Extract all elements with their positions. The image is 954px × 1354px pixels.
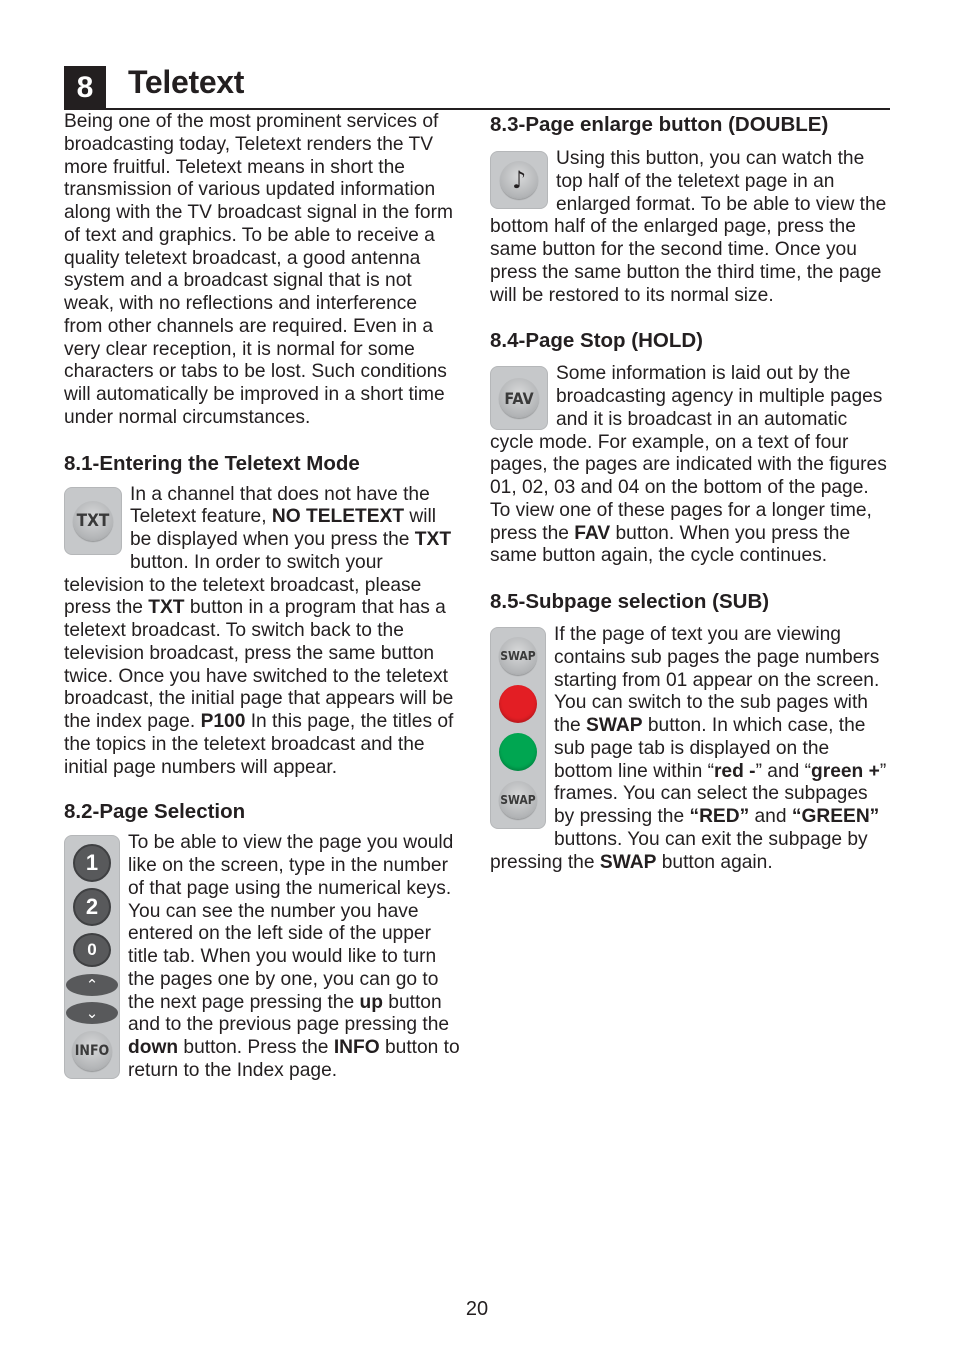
txt-icon-panel bbox=[64, 487, 122, 555]
swap-button-icon: SWAP bbox=[499, 781, 537, 819]
chevron-up-icon: ⌃ bbox=[66, 974, 118, 996]
left-column bbox=[64, 111, 460, 1083]
intro-paragraph: Being one of the most prominent services of broadcasting today, Teletext renders the TV more fruitful. Teletext means in short the transmission of various updated information along with the TV broadcast signal in the form of text and graphics. To be able to receive a quality teletext broadcast, a good antenna system and a broadcast signal that is not weak, with no reflections and interference from other channels are required. Even in a very clear reception, it is normal for some characters or tabs to be lost. Such conditions will automatically be improved in a short time under normal circumstances. bbox=[64, 111, 453, 428]
green-button-icon bbox=[499, 733, 537, 771]
numeric-keys-panel bbox=[64, 835, 120, 1079]
key-0-icon: 0 bbox=[73, 933, 111, 967]
section-8-3-text: Using this button, you can watch the top half of the teletext page in an enlarged format. To be able to view the bottom half of the enlarged page, press the same button for the second time. Once you press the same button the third time, the page will be restored to its normal size. bbox=[490, 148, 887, 306]
chapter-number: 8 bbox=[64, 66, 106, 108]
section-8-4-text: Some information is laid out by the broadcasting agency in multiple pages and it is broadcast in an automatic cycle mode. For example, on a text of four pages, the pages are indicated with the figures 01, 02, 03 and 04 on the bottom of the page. To view one of these pages for a longer time, press the FAV button. When you press the same button again, the cycle continues. bbox=[490, 363, 887, 567]
section-8-4-body bbox=[490, 363, 890, 568]
right-column bbox=[490, 111, 890, 874]
section-8-1-heading: 8.1-Entering the Teletext Mode bbox=[64, 451, 360, 475]
section-8-5-text: If the page of text you are viewing contains sub pages the page numbers starting from 01 appear on the screen. You can switch to the sub pages with the SWAP button. In which case, the sub page tab is displayed on the bottom line within “red -” and “green +” frames. You can select the subpages by pressing the “RED” and “GREEN” buttons. You can exit the subpage by pressing the SWAP button again. bbox=[490, 624, 887, 873]
section-8-3-body bbox=[490, 148, 890, 307]
chapter-header bbox=[64, 62, 890, 110]
section-8-2-text: To be able to view the page you would like on the screen, type in the number of that page using the numerical keys. You can see the number you have entered on the left side of the upper title tab. When you would like to turn the pages one by one, you can go to the next page pressing the up button and to the previous page pressing the down button. Press the INFO button to return to the Index page. bbox=[128, 832, 460, 1081]
fav-icon-panel bbox=[490, 366, 548, 430]
section-8-3-heading: 8.3-Page enlarge button (DOUBLE) bbox=[490, 113, 829, 136]
subpage-keys-panel bbox=[490, 627, 546, 829]
swap-button-icon: SWAP bbox=[499, 637, 537, 675]
key-2-icon: 2 bbox=[73, 888, 111, 926]
section-8-1-text: In a channel that does not have the Teletext feature, NO TELETEXT will be displayed when you press the TXT button. In order to switch your television to the teletext broadcast, please press the TXT button in a program that has a teletext broadcast. To switch back to the television broadcast, press the same button twice. Once you have switched to the teletext broadcast, the initial page that appears will be the index page. P100 In this page, the titles of the topics in the teletext broadcast and the initial page numbers will appear. bbox=[64, 483, 454, 778]
info-button-icon: INFO bbox=[72, 1031, 112, 1071]
double-icon-panel bbox=[490, 151, 548, 209]
section-8-2-body bbox=[64, 832, 460, 1082]
page-number: 20 bbox=[465, 1298, 489, 1320]
section-8-4-heading: 8.4-Page Stop (HOLD) bbox=[490, 329, 703, 353]
section-8-2-heading: 8.2-Page Selection bbox=[64, 800, 246, 824]
txt-button-icon: TXT bbox=[73, 501, 113, 541]
red-button-icon bbox=[499, 685, 537, 723]
fav-button-icon: FAV bbox=[499, 378, 539, 418]
section-8-5-body bbox=[490, 624, 890, 874]
section-8-5-heading: 8.5-Subpage selection (SUB) bbox=[490, 590, 770, 613]
key-1-icon: 1 bbox=[73, 844, 111, 882]
music-note-icon: ♪ bbox=[500, 161, 538, 199]
chevron-down-icon: ⌄ bbox=[66, 1002, 118, 1024]
section-8-1-body bbox=[64, 484, 460, 780]
chapter-title: Teletext bbox=[128, 64, 245, 100]
